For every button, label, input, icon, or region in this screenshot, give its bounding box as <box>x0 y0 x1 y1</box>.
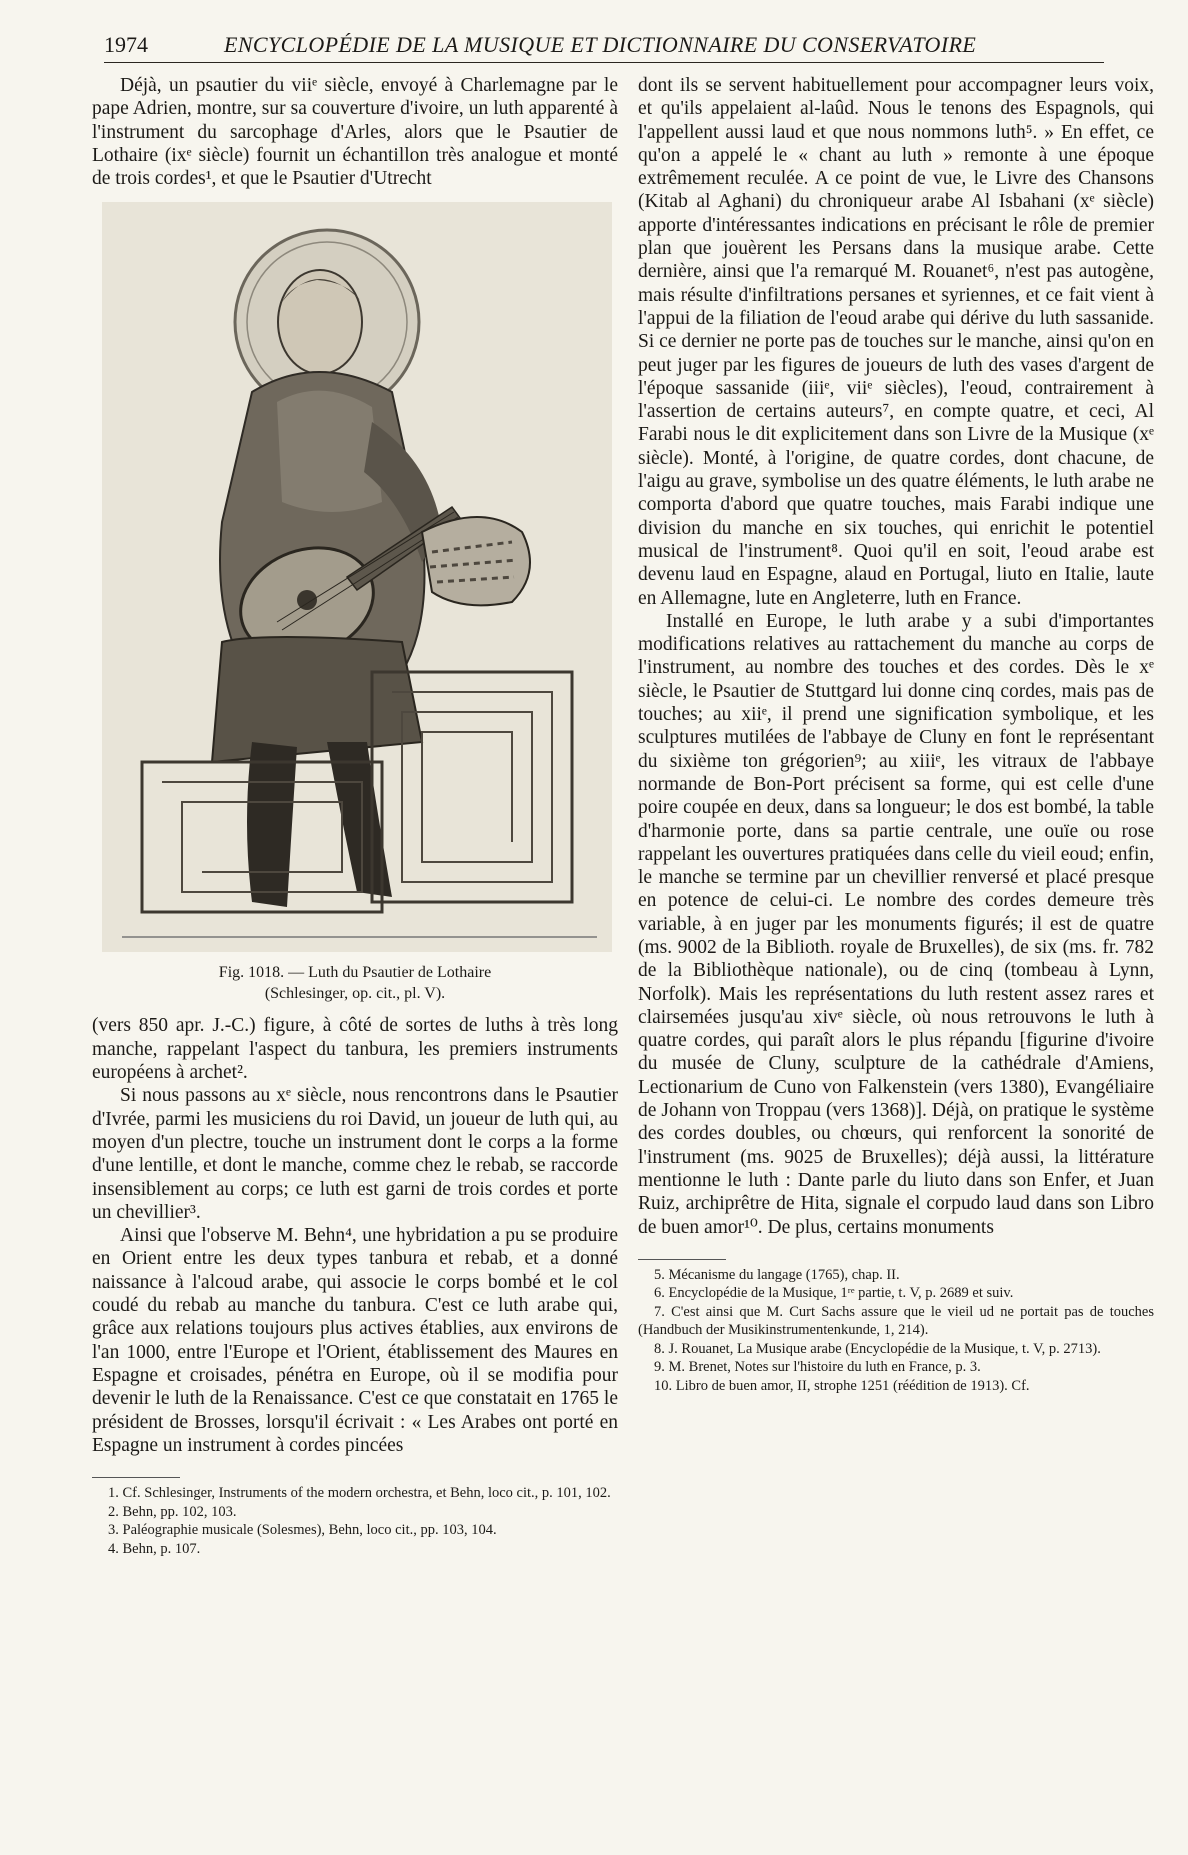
footnote: 1. Cf. Schlesinger, Instruments of the modern orchestra, et Behn, loco cit., p. 101, 102. <box>108 1485 611 1502</box>
footnote-separator <box>638 1259 726 1260</box>
footnote: 8. J. Rouanet, La Musique arabe (Encyclopédie de la Musique, t. V, p. 2713). <box>654 1340 1101 1357</box>
footnote-separator <box>92 1477 180 1478</box>
footnote: 3. Paléographie musicale (Solesmes), Behn, loco cit., pp. 103, 104. <box>108 1522 497 1539</box>
footnote: 6. Encyclopédie de la Musique, 1ʳᵉ partie, t. V, p. 2689 et suiv. <box>654 1285 1014 1302</box>
footnote: 7. C'est ainsi que M. Curt Sachs assure que le vieil ud ne portait pas de touches (Handbuch der Musikinstrumentenkunde, 1, 214). <box>638 1303 1154 1339</box>
page-number: 1974 <box>104 32 148 57</box>
left-column <box>92 74 618 1558</box>
paragraph: Déjà, un psautier du viiᵉ siècle, envoyé à Charlemagne par le pape Adrien, montre, sur sa couverture d'ivoire, un luth apparenté à l'instrument du sarcophage d'Arles, alors que le Psautier de Lothaire (ixᵉ siècle) fournit un échantillon très analogue et monté de trois cordes¹, et que le Psautier d'Utrecht <box>92 75 618 190</box>
paragraph: Si nous passons au xᵉ siècle, nous rencontrons dans le Psautier d'Ivrée, parmi les musiciens du roi David, un joueur de luth qui, au moyen d'un plectre, touche un instrument dont le corps a la forme d'une lentille, et dont le manche, comme chez le rebab, se raccorde insensiblement au corps; ce luth est garni de trois cordes et porte un chevillier³. <box>92 1085 618 1223</box>
footnote: 4. Behn, p. 107. <box>108 1540 201 1557</box>
figure-lute-player-illustration <box>102 202 612 952</box>
footnote: 9. M. Brenet, Notes sur l'histoire du luth en France, p. 3. <box>654 1359 981 1376</box>
footnotes-right <box>638 1266 1154 1396</box>
paragraph: Ainsi que l'observe M. Behn⁴, une hybridation a pu se produire en Orient entre les deux types tanbura et rebab, et a donné naissance à l'alcoud arabe, qui associe le corps bombé et le col coudé du rebab au manche du tanbura. C'est ce luth arabe qui, grâce aux relations toujours plus actives établies, aux environs de l'an 1000, entre l'Europe et l'Orient, établissement des Maures en Espagne et croisades, pénétra en Europe, où il se modifia pour devenir le luth de la Renaissance. C'est ce que constatait en 1765 le président de Brosses, lorsqu'il écrivait : « Les Arabes ont porté en Espagne un instrument à cordes pincées <box>92 1225 618 1456</box>
paragraph: Installé en Europe, le luth arabe y a subi d'importantes modifications relatives au rattachement du manche au corps de l'instrument, au nombre des touches et des cordes. Dès le xᵉ siècle, le Psautier de Stuttgard lui donne cinq cordes, mais pas de touches; au xiiᵉ, il prend une signification symbolique, et les sculptures mutilées de l'abbaye de Cluny en font le représentant du sixième ton grégorien⁹; au xiiiᵉ, les vitraux de l'abbaye normande de Bon-Port précisent sa forme, qui est celle d'une poire coupée en deux, dans sa longueur; le dos est bombé, la table d'harmonie porte, dans sa partie centrale, une ouïe ou rose rappelant les ouvertures pratiquées dans celle du vieil eoud; enfin, le manche se termine par un chevillier renversé et placé presque en potence de celui-ci. Le nombre des cordes demeure très variable, à en juger par les monuments figurés; il est de quatre (ms. 9002 de la Biblioth. royale de Bruxelles), de six (ms. fr. 782 de la Bibliothèque nationale), ou de cinq (tombeau à Lynn, Norfolk). Mais les représentations du luth restent assez rares et clairsemées jusqu'au xivᵉ siècle, où nous retrouvons le luth à quatre cordes, qui paraît alors le plus répandu [figurine d'ivoire du musée de Cluny, sculpture de la cathédrale d'Amiens, Lectionarium de Cuno von Falkenstein (vers 1380), Evangéliaire de Johann von Troppau (vers 1368)]. Déjà, on pratique le système des cordes doubles, ou chœurs, qui renforcent la sonorité de l'instrument (ms. 9025 de Bruxelles); déjà aussi, la littérature mentionne le luth : Dante parle du liuto dans son Enfer, et Juan Ruiz, archiprêtre de Hita, signale el corpudo laud dans son Libro de buen amor¹⁰. De plus, certains monuments <box>638 610 1154 1238</box>
caption-line-1: Fig. 1018. — Luth du Psautier de Lothaire <box>218 964 492 982</box>
paragraph: (vers 850 apr. J.-C.) figure, à côté de sortes de luths à très long manche, rappelant l'aspect du tanbura, les premiers instruments européens à archet². <box>92 1015 618 1084</box>
running-header <box>104 30 1104 63</box>
footnote: 5. Mécanisme du langage (1765), chap. II. <box>654 1266 900 1283</box>
footnotes-left <box>92 1484 618 1558</box>
figure-caption <box>92 962 618 1004</box>
caption-line-2: (Schlesinger, op. cit., pl. V). <box>264 985 446 1003</box>
running-title: ENCYCLOPÉDIE DE LA MUSIQUE ET DICTIONNAIRE DU CONSERVATOIRE <box>224 32 977 57</box>
paragraph: dont ils se servent habituellement pour accompagner leurs voix, et qu'ils appelaient al-laûd. Nous le tenons des Espagnols, qui l'appellent aussi laud et que nous nommons luth⁵. » En effet, ce qu'on a appelé le « chant au luth » remonte à une époque extrêmement reculée. A ce point de vue, le Livre des Chansons (Kitab al Aghani) du chroniqueur arabe Al Isbahani (xᵉ siècle) apporte d'intéressantes indications en précisant le rôle de premier plan que jouèrent les Persans dans la musique arabe. Cette dernière, ainsi que l'a remarqué M. Rouanet⁶, n'est pas autogène, mais résulte d'infiltrations persanes et syriennes, et ce fait vient à l'appui de la filiation de l'eoud arabe qui dérive du luth sassanide. Si ce dernier ne porte pas de touches sur le manche, ainsi qu'on en peut juger par les figures de joueurs de luth des vases d'argent de l'époque sassanide (iiiᵉ, viiᵉ siècles), l'eoud, contrairement à l'assertion de certains auteurs⁷, en compte quatre, et ceci, Al Farabi nous le dit explicitement dans son Livre de la Musique (xᵉ siècle). Monté, à l'origine, de quatre cordes, dont chacune, de l'aigu au grave, symbolise un des quatre éléments, le luth arabe ne comporta d'abord que quatre touches, mais Farabi indique une division du manche en six touches, qui enrichit le potentiel musical de l'instrument⁸. Quoi qu'il en soit, l'eoud arabe est devenu laud en Espagne, alaud en Portugal, liuto en Italie, laute en Allemagne, lute en Angleterre, luth en France. <box>638 75 1154 609</box>
right-column <box>638 74 1154 1395</box>
footnote: 10. Libro de buen amor, II, strophe 1251 (réédition de 1913). Cf. <box>654 1377 1030 1394</box>
footnote: 2. Behn, pp. 102, 103. <box>108 1503 237 1520</box>
